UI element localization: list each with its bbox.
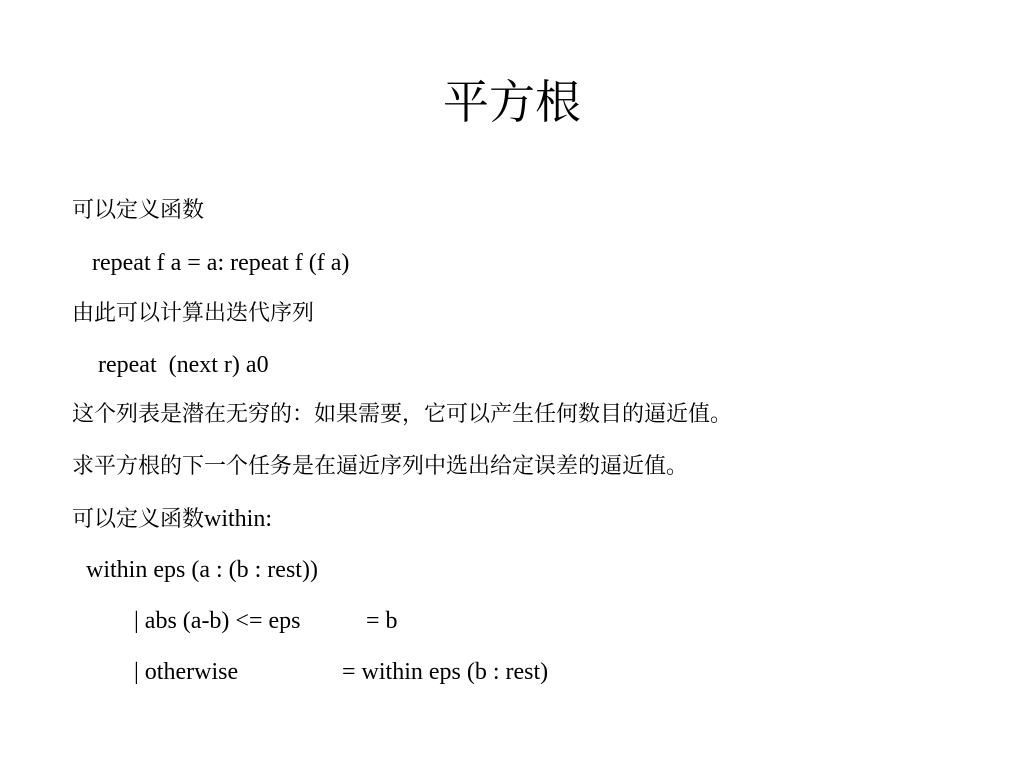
text-line-infinite-list: 这个列表是潜在无穷的：如果需要，它可以产生任何数目的逼近值。 [72, 402, 733, 427]
code-line-guard-otherwise: | otherwise [134, 659, 239, 685]
slide-title: 平方根 [443, 75, 581, 129]
code-line-guard-abs: | abs (a-b) <= eps [134, 608, 301, 634]
text-line-iteration-sequence: 由此可以计算出迭代序列 [72, 301, 315, 326]
code-line-guard-abs-result: = b [366, 608, 398, 634]
code-line-repeat-definition: repeat f a = a: repeat f (f a) [92, 250, 350, 276]
code-line-within-signature: within eps (a : (b : rest)) [86, 557, 318, 583]
text-within-keyword: within: [204, 506, 273, 532]
code-line-repeat-next: repeat (next r) a0 [98, 352, 269, 378]
text-line-define-within [72, 504, 272, 535]
text-line-define-function: 可以定义函数 [72, 198, 205, 223]
code-line-guard-otherwise-result: = within eps (b : rest) [342, 659, 549, 685]
text-line-next-task: 求平方根的下一个任务是在逼近序列中选出给定误差的逼近值。 [72, 454, 689, 479]
text-define-function-cjk: 可以定义函数 [72, 507, 205, 532]
